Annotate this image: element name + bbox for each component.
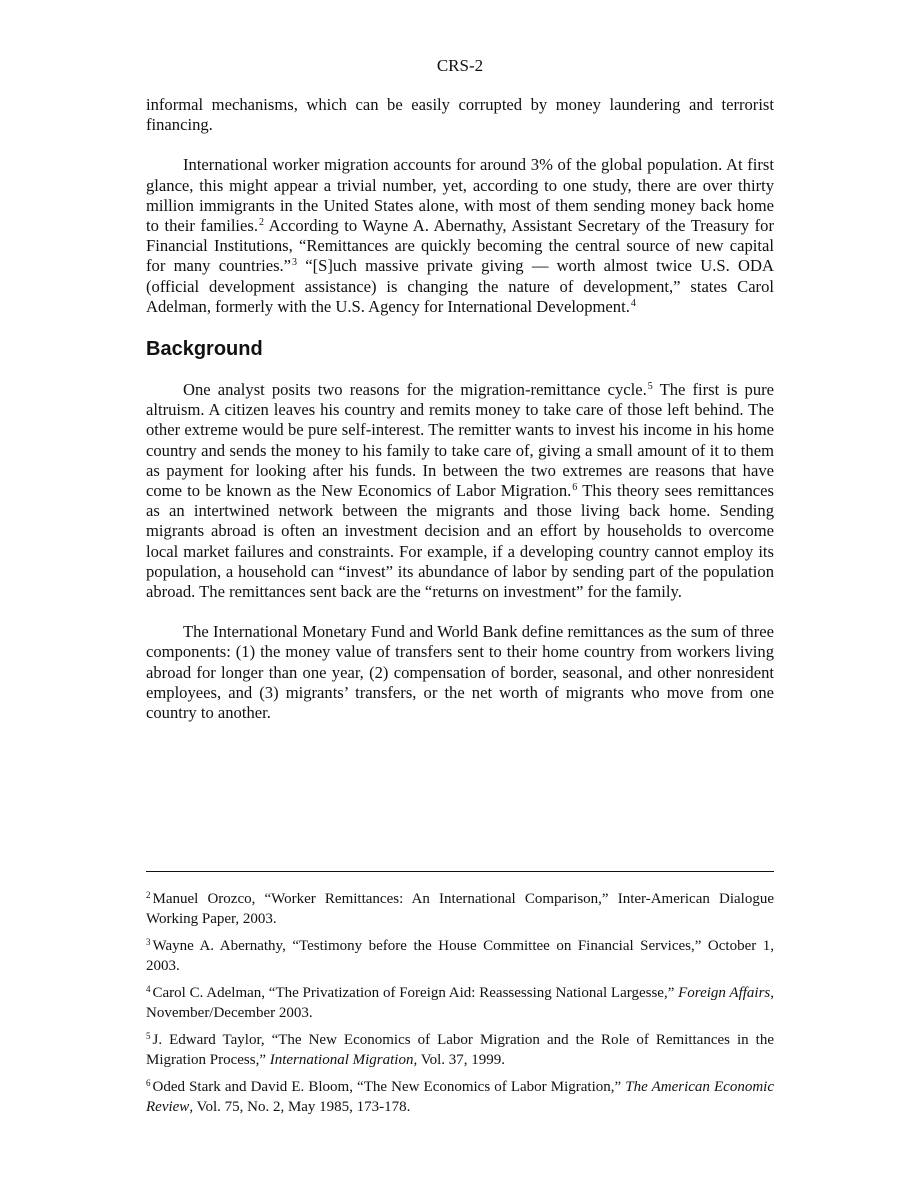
footnote-3: $^3$ Wayne A. Abernathy, “Testimony before the House Committee on Financial Services,” October 1, 2003. [146, 937, 774, 974]
footnote-ref-2[interactable]: 2 [259, 217, 265, 229]
paragraph-continuation: informal mechanisms, which can be easily corrupted by money laundering and terrorist financing. [146, 95, 774, 135]
footnote-ref-6[interactable]: 6 [572, 482, 578, 494]
footnote-ref-5[interactable]: 5 [647, 381, 653, 393]
paragraph-definition: The International Monetary Fund and World Bank define remittances as the sum of three components: (1) the money value of transfers sent to their home country from workers living abroad for longer than one year, (2) compensation of border, seasonal, and other nonresident employees, and (3) migrants’ transfers, or the net worth of migrants who move from one country to another. [146, 622, 774, 723]
footnote-ref-4[interactable]: 4 [630, 297, 636, 309]
page-header [0, 56, 920, 76]
footnote-divider [146, 871, 774, 872]
footnote-ref-3[interactable]: 3 [292, 257, 298, 269]
footnote-2: $^2$ Manuel Orozco, “Worker Remittances: An International Comparison,” Inter-American Dialogue Working Paper, 2003. [146, 890, 774, 927]
page-number-label: CRS-2 [436, 56, 484, 75]
body-text [146, 95, 774, 743]
footnote-4: $^4$ Carol C. Adelman, “The Privatization of Foreign Aid: Reassessing National Largesse,” Foreign Affairs, November/December 2003. [146, 984, 774, 1021]
footnotes [146, 890, 774, 1125]
footnote-6: $^6$ Oded Stark and David E. Bloom, “The New Economics of Labor Migration,” The American Economic Review, Vol. 75, No. 2, May 1985, 173-178. [146, 1078, 774, 1115]
footnote-5: $^5$ J. Edward Taylor, “The New Economics of Labor Migration and the Role of Remittances in the Migration Process,” International Migration, Vol. 37, 1999. [146, 1031, 774, 1068]
paragraph-background: One analyst posits two reasons for the migration-remittance cycle.$^5$ The first is pure altruism. A citizen leaves his country and remits money to take care of those left behind. The other extreme would be pure self-interest. The remitter wants to invest his income in his home country and sends the money to his family to take care of, giving a small amount of it to them as payment for looking after his funds. In between the two extremes are reasons that have come to be known as the New Economics of Labor Migration.$^6$ This theory sees remittances as an intertwined network between the migrants and those living back home. Sending migrants abroad is often an investment decision and an effort by households to overcome local market failures and constraints. For example, if a developing country cannot employ its population, a household can “invest” its abundance of labor by sending part of the population abroad. The remittances sent back are the “returns on investment” for the family. [146, 380, 775, 602]
section-heading-background: Background [146, 338, 263, 361]
paragraph-migration: International worker migration accounts for around 3% of the global population. At first glance, this might appear a trivial number, yet, according to one study, there are over thirty million immigrants in the United States alone, with most of them sending money back home to their families.$^2$ According to Wayne A. Abernathy, Assistant Secretary of the Treasury for Financial Institutions, “Remittances are quickly becoming the central source of new capital for many countries.”$^3$ “[S]uch massive private giving — worth almost twice U.S. ODA (official development assistance) is changing the nature of development,” states Carol Adelman, formerly with the U.S. Agency for International Development.$^4$ [146, 155, 774, 316]
